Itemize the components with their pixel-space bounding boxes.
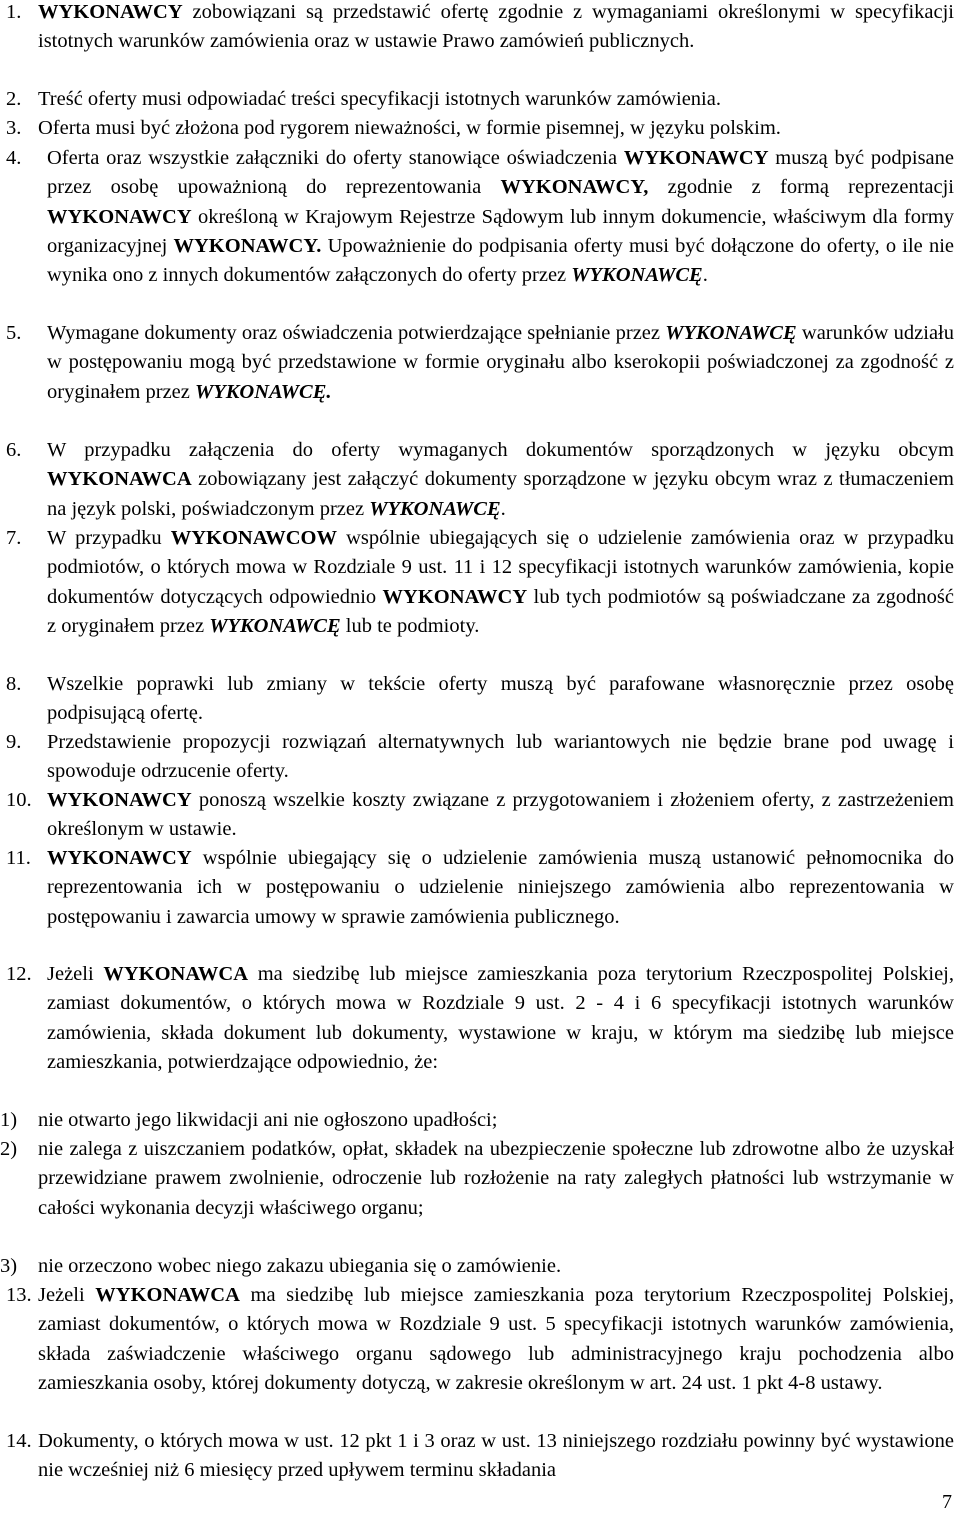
item-number: 14. — [6, 1430, 32, 1452]
item-text — [6, 114, 954, 143]
emphasis-bold: WYKONAWCA — [103, 963, 249, 985]
item-number: 11. — [6, 847, 31, 869]
list-item — [6, 524, 954, 641]
text-run: zgodnie z formą reprezentacji — [648, 176, 954, 199]
emphasis-italic: WYKONAWCĘ — [571, 264, 703, 287]
item-text — [6, 960, 954, 1077]
text-run: Przedstawienie propozycji rozwiązań alternatywnych lub wariantowych nie będzie brane pod uwagę i spowoduje odrzucenie oferty. — [47, 731, 954, 783]
emphasis-italic: WYKONAWCĘ — [665, 322, 797, 344]
text-run: . — [702, 264, 708, 287]
text-run: Oferta musi być złożona pod rygorem nieważności, w formie pisemnej, w języku polskim. — [38, 117, 781, 139]
emphasis-bold: WYKONAWCY — [47, 789, 192, 811]
list-item — [6, 844, 954, 932]
text-run: W przypadku — [47, 527, 171, 549]
item-number: 9. — [6, 731, 22, 753]
list-item — [6, 728, 954, 787]
list-item — [6, 1427, 954, 1486]
item-text — [0, 1106, 954, 1135]
item-text — [6, 524, 954, 641]
item-number: 7. — [6, 527, 22, 549]
emphasis-bold: WYKONAWCY, — [500, 176, 649, 199]
text-run: Upoważnienie do podpisania oferty musi być dołączone do oferty, o ile nie wynika ono z innych dokumentów załączonych do oferty przez — [47, 234, 955, 287]
emphasis-bold: WYKONAWCOW — [170, 527, 338, 549]
text-run: nie orzeczono wobec niego zakazu ubiegania się o zamówienie. — [38, 1255, 562, 1277]
item-number: 1. — [6, 1, 22, 23]
list-item — [6, 114, 954, 143]
item-number: 3) — [0, 1255, 18, 1277]
list-item — [6, 144, 954, 290]
item-number: 13. — [6, 1284, 32, 1306]
item-number: 10. — [6, 789, 32, 811]
text-run: wspólnie ubiegający się o udzielenie zamówienia muszą ustanowić pełnomocnika do reprezentowania ich w postępowaniu o udzielenie niniejszego zamówienia albo reprezentowania w postępowaniu i zawarcia umowy w sprawie zamówienia publicznego. — [47, 847, 954, 928]
text-run: ponoszą wszelkie koszty związane z przygotowaniem i złożeniem oferty, z zastrzeżeniem określonym w ustawie. — [47, 789, 954, 841]
emphasis-bold: WYKONAWCY — [47, 847, 192, 869]
emphasis-bold: WYKONAWCY — [47, 205, 192, 228]
text-run: wspólnie ubiegających się o udzielenie zamówienia oraz w przypadku podmiotów, o których mowa w Rozdziale 9 ust. 11 i 12 specyfikacji istotnych warunków zamówienia, kopie dokumentów dotyczących odpowiednio — [47, 527, 954, 608]
list-item — [6, 436, 954, 524]
text-run: zobowiązani są przedstawić ofertę zgodnie z wymaganiami określonymi w specyfikacji istotnych warunków zamówienia oraz w ustawie Prawo zamówień publicznych. — [38, 1, 954, 53]
item-text — [6, 728, 954, 787]
text-run: Oferta oraz wszystkie załączniki do oferty stanowiące oświadczenia — [47, 147, 624, 169]
sub-list-item — [0, 1135, 954, 1223]
emphasis-italic: WYKONAWCĘ — [209, 614, 341, 637]
item-text — [6, 319, 954, 407]
text-run: warunków udziału w postępowaniu mogą być przedstawione w formie oryginału albo kserokopii poświadczonej za zgodność z oryginałem przez — [47, 322, 955, 403]
item-number: 5. — [6, 322, 22, 344]
item-text — [0, 1135, 954, 1223]
emphasis-bold: WYKONAWCY. — [173, 234, 322, 257]
emphasis-italic: WYKONAWCĘ — [369, 497, 501, 520]
item-number: 3. — [6, 117, 22, 139]
emphasis-bold: WYKONAWCY — [382, 585, 528, 608]
list-item — [6, 85, 954, 114]
emphasis-bold: WYKONAWCY — [38, 1, 183, 23]
item-text — [6, 786, 954, 845]
text-run: ma siedzibę lub miejsce zamieszkania poza terytorium Rzeczpospolitej Polskiej, zamiast dokumentów, o których mowa w Rozdziale 9 ust. 5 specyfikacji istotnych warunków zamówienia, składa zaświadczenie właściwego organu sądowego lub administracyjnego kraju pochodzenia albo zamieszkania osoby, której dokumenty dotyczą, w zakresie określonym w art. 24 ust. 1 pkt 4-8 ustawy. — [38, 1284, 954, 1394]
text-run: Jeżeli — [38, 1284, 96, 1306]
list-item — [6, 319, 954, 407]
item-number: 1) — [0, 1109, 18, 1131]
text-run: W przypadku załączenia do oferty wymaganych dokumentów sporządzonych w języku obcym — [47, 439, 954, 461]
item-number: 2. — [6, 88, 22, 110]
item-text — [6, 0, 954, 57]
item-text — [6, 144, 954, 290]
text-run: . — [500, 497, 506, 520]
text-run: Jeżeli — [47, 963, 104, 985]
emphasis-bold: WYKONAWCA — [95, 1284, 240, 1306]
text-run: określoną w Krajowym Rejestrze Sądowym lub innym dokumencie, właściwym dla formy organizacyjnej — [47, 205, 954, 257]
item-text — [0, 1252, 954, 1281]
text-run: ma siedzibę lub miejsce zamieszkania poza terytorium Rzeczpospolitej Polskiej, zamiast dokumentów, o których mowa w Rozdziale 9 ust. 2 - 4 i 6 specyfikacji istotnych warunków zamówienia, składa dokument lub dokumenty, wystawione w kraju, w którym ma siedzibę lub miejsce zamieszkania, potwierdzające odpowiednio, że: — [47, 963, 954, 1073]
text-run: muszą być podpisane przez osobę upoważnioną do reprezentowania — [47, 147, 954, 199]
text-run: Wymagane dokumenty oraz oświadczenia potwierdzające spełnianie przez — [47, 322, 666, 344]
emphasis-italic: WYKONAWCĘ. — [194, 380, 332, 403]
item-number: 6. — [6, 439, 22, 461]
sub-list-item — [0, 1106, 954, 1135]
text-run: lub te podmioty. — [340, 614, 480, 637]
page-number: 7 — [942, 1491, 952, 1513]
item-text — [6, 1427, 954, 1486]
text-run: Treść oferty musi odpowiadać treści specyfikacji istotnych warunków zamówienia. — [38, 88, 721, 110]
text-run: Dokumenty, o których mowa w ust. 12 pkt 1 i 3 oraz w ust. 13 niniejszego rozdziału powinny być wystawione nie wcześniej niż 6 miesięcy przed upływem terminu składania — [38, 1430, 954, 1482]
text-run: Wszelkie poprawki lub zmiany w tekście oferty muszą być parafowane własnoręcznie przez osobę podpisującą ofertę. — [47, 673, 954, 725]
item-text — [6, 436, 954, 524]
text-run: lub tych podmiotów są poświadczane za zgodność z oryginałem przez — [47, 585, 955, 637]
list-item — [6, 670, 954, 729]
item-text — [6, 670, 954, 729]
item-number: 4. — [6, 147, 22, 169]
text-run: zobowiązany jest załączyć dokumenty sporządzone w języku obcym wraz z tłumaczeniem na język polski, poświadczonym przez — [47, 468, 954, 520]
list-item — [6, 786, 954, 845]
list-item — [6, 0, 954, 57]
item-number: 12. — [6, 963, 32, 985]
item-number: 8. — [6, 673, 22, 695]
item-text — [6, 85, 954, 114]
list-item — [6, 1281, 954, 1398]
item-text — [6, 844, 954, 932]
emphasis-bold: WYKONAWCY — [623, 147, 769, 169]
text-run: nie zalega z uiszczaniem podatków, opłat, składek na ubezpieczenie społeczne lub zdrowotne albo że uzyskał przewidziane prawem zwolnienie, odroczenie lub rozłożenie na raty zaległych płatności lub wstrzymanie w całości wykonania decyzji właściwego organu; — [38, 1138, 954, 1219]
item-text — [6, 1281, 954, 1398]
sub-list-item — [0, 1252, 954, 1281]
item-number: 2) — [0, 1138, 18, 1160]
text-run: nie otwarto jego likwidacji ani nie ogłoszono upadłości; — [38, 1109, 498, 1131]
list-item — [6, 960, 954, 1077]
emphasis-bold: WYKONAWCA — [47, 468, 192, 491]
